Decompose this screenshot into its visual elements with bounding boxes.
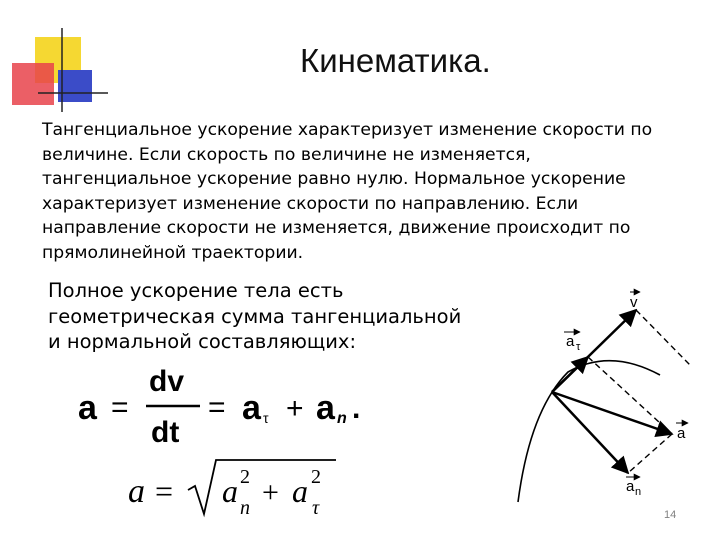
f2-t2-sup: 2 (311, 466, 321, 488)
f2-t1-sup: 2 (240, 466, 250, 488)
f2-t2-sub: τ (312, 497, 320, 519)
label-v: v (630, 294, 638, 311)
f1-numerator: dv (149, 365, 185, 398)
f2-plus: + (262, 476, 279, 509)
intro-paragraph (42, 118, 692, 265)
f1-denominator: dt (151, 416, 180, 449)
dashed-helper-3 (636, 310, 690, 365)
intro-line: направление скорости не изменяется, движение происходит по (42, 218, 631, 238)
f2-t2: a (292, 473, 308, 509)
f1-term2: a (316, 389, 335, 427)
logo-blue-square (58, 70, 92, 102)
f1-lhs: a (78, 389, 97, 427)
f2-lhs: a (128, 473, 145, 510)
acceleration-vector-diagram (500, 270, 720, 510)
slide-title: Кинематика. (300, 42, 491, 79)
f1-plus: + (286, 392, 304, 425)
decorative-logo (0, 0, 110, 115)
full-line: и нормальной составляющих: (48, 330, 357, 353)
intro-line: характеризует изменение скорости по направлению. Если (42, 193, 579, 214)
label-a-n: a (626, 478, 635, 495)
intro-line: тангенциальное ускорение равно нулю. Нормальное ускорение (42, 169, 626, 189)
f1-eq1: = (111, 391, 129, 424)
page-number: 14 (664, 509, 677, 521)
dashed-helper-1 (588, 357, 672, 434)
f1-term2-sub: n (337, 410, 347, 427)
tangential-acceleration-vector (552, 357, 588, 392)
full-line: геометрическая сумма тангенциальной (48, 304, 462, 328)
formulas (0, 360, 520, 540)
f1-term1: a (242, 389, 261, 427)
label-a-tau: a (566, 333, 575, 350)
full-acceleration-text (48, 278, 508, 355)
formula-acceleration-magnitude (128, 460, 336, 519)
formula-acceleration-derivative (78, 365, 360, 449)
full-line: Полное ускорение тела есть (48, 279, 344, 302)
label-a-n-sub: n (635, 486, 642, 498)
intro-line: величине. Если скорость по величине не изменяется, (42, 144, 531, 165)
dashed-helper-2 (628, 434, 672, 473)
intro-line: прямолинейной траектории. (42, 242, 304, 263)
f2-eq: = (155, 473, 174, 509)
f1-term1-sub: τ (263, 410, 269, 426)
f2-t1: a (222, 473, 238, 509)
label-a-tau-sub: τ (576, 341, 581, 353)
diagram-labels (564, 292, 688, 498)
f1-eq2: = (208, 391, 226, 424)
label-a: a (677, 425, 686, 442)
intro-line: Тангенциальное ускорение характеризует изменение скорости по (42, 120, 653, 140)
logo-red-square (12, 63, 54, 105)
f1-end: . (352, 392, 361, 425)
f2-t1-sub: n (240, 497, 250, 519)
